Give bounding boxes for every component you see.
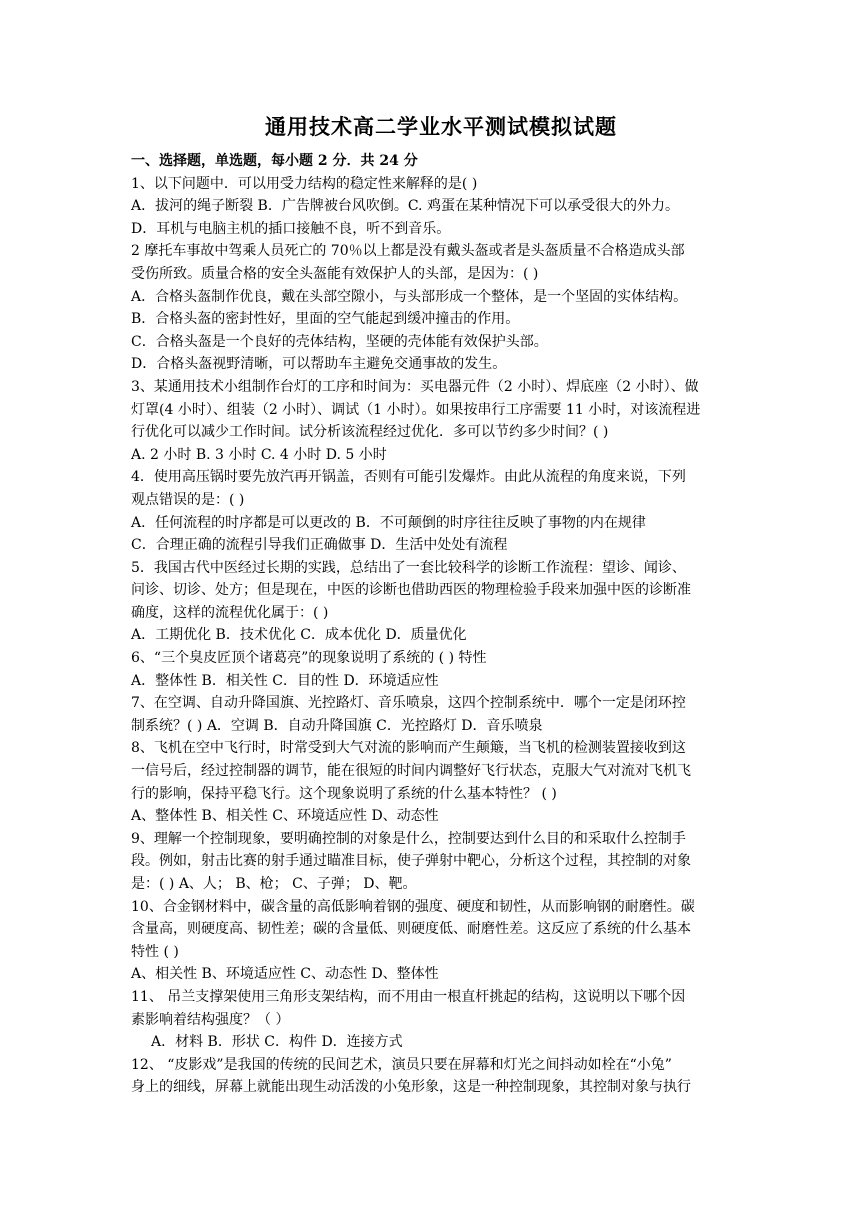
q4-options-line-1: A．任何流程的时序都是可以更改的 B．不可颠倒的时序往往反映了事物的内在规律 xyxy=(131,514,646,531)
q7-stem-line-1: 7、在空调、自动升降国旗、光控路灯、音乐喷泉，这四个控制系统中．哪个一定是闭环控 xyxy=(131,695,686,712)
q3-stem-line-1: 3、某通用技术小组制作台灯的工序和时间为：买电器元件（2 小时）、焊底座（2 小时）、做 xyxy=(131,378,699,395)
q9-stem-line-3: 是：( ) A、人； B、枪； C、子弹； D、靶。 xyxy=(131,876,417,892)
q4-options-line-2: C．合理正确的流程引导我们正确做事 D．生活中处处有流程 xyxy=(131,537,508,554)
q3-options: A. 2 小时 B. 3 小时 C. 4 小时 D. 5 小时 xyxy=(131,446,387,463)
q7-stem-line-2: 制系统？( ) A．空调 B．自动升降国旗 C．光控路灯 D．音乐喷泉 xyxy=(131,717,543,734)
q3-stem-line-3: 行优化可以减少工作时间。试分析该流程经过优化．多可以节约多少时间？( ) xyxy=(131,424,609,441)
q2-option-c: C．合格头盔是一个良好的壳体结构，坚硬的壳体能有效保护头部。 xyxy=(131,333,548,350)
q11-options: A．材料 B．形状 C．构件 D．连接方式 xyxy=(151,1034,403,1051)
q3-stem-line-2: 灯罩(4 小时）、组装（2 小时）、调试（1 小时）。如果按串行工序需要 11 小时，对该流程进 xyxy=(131,401,701,418)
q8-stem-line-3: 行的影响，保持平稳飞行。这个现象说明了系统的什么基本特性？ ( ) xyxy=(131,785,557,802)
q6-stem: 6、“三个臭皮匠顶个诸葛亮”的现象说明了系统的 ( ) 特性 xyxy=(131,650,487,667)
q10-stem-line-2: 含量高，则硬度高、韧性差；碳的含量低、则硬度低、耐磨性差。这反应了系统的什么基本 xyxy=(131,921,691,938)
q8-options: A、整体性 B、相关性 C、环境适应性 D、动态性 xyxy=(131,808,439,825)
q5-stem-line-1: 5．我国古代中医经过长期的实践，总结出了一套比较科学的诊断工作流程：望诊、闻诊、 xyxy=(131,559,686,576)
q1-options-line-2: D．耳机与电脑主机的插口接触不良，听不到音乐。 xyxy=(131,220,451,237)
q2-option-d: D．合格头盔视野清晰，可以帮助车主避免交通事故的发生。 xyxy=(131,356,507,373)
q2-stem-line-1: 2 摩托车事故中驾乘人员死亡的 70％以上都是没有戴头盔或者是头盔质量不合格造成头部 xyxy=(131,243,685,260)
q8-stem-line-2: 一信号后，经过控制器的调节，能在很短的时间内调整好飞行状态，克服大气对流对飞机飞 xyxy=(131,763,691,780)
q12-stem-line-1: 12、 “皮影戏”是我国的传统的民间艺术，演员只要在屏幕和灯光之间抖动如栓在“小兔” xyxy=(131,1056,672,1073)
q11-stem-line-1: 11、 吊兰支撑架使用三角形支架结构，而不用由一根直杆挑起的结构，这说明以下哪个因 xyxy=(131,988,686,1005)
q6-options: A．整体性 B．相关性 C．目的性 D．环境适应性 xyxy=(131,672,439,689)
q5-stem-line-3: 确度，这样的流程优化属于：( ) xyxy=(131,604,329,621)
q10-stem-line-3: 特性 ( ) xyxy=(131,943,179,960)
page-title: 通用技术高二学业水平测试模拟试题 xyxy=(265,114,617,139)
q1-stem: 1、以下问题中．可以用受力结构的稳定性来解释的是( ) xyxy=(131,175,478,192)
q10-stem-line-1: 10、合金钢材料中，碳含量的高低影响着钢的强度、硬度和韧性，从而影响钢的耐磨性。碳 xyxy=(131,898,695,915)
q9-stem-line-1: 9、理解一个控制现象，要明确控制的对象是什么，控制要达到什么目的和采取什么控制手 xyxy=(131,830,686,847)
q2-option-a: A．合格头盔制作优良，戴在头部空隙小，与头部形成一个整体，是一个坚固的实体结构。 xyxy=(131,288,688,305)
q2-option-b: B．合格头盔的密封性好，里面的空气能起到缓冲撞击的作用。 xyxy=(131,311,520,328)
q10-options: A、相关性 B、环境适应性 C、动态性 D、整体性 xyxy=(131,966,439,983)
exam-page xyxy=(131,112,741,1099)
q11-stem-line-2: 素影响着结构强度？（ ） xyxy=(131,1011,290,1028)
q12-stem-line-2: 身上的细线，屏幕上就能出现生动活泼的小兔形象，这是一种控制现象，其控制对象与执行 xyxy=(131,1079,691,1096)
q4-stem-line-2: 观点错误的是：( ) xyxy=(131,491,245,508)
q9-stem-line-2: 段。例如，射击比赛的射手通过瞄准目标，使子弹射中靶心，分析这个过程，其控制的对象 xyxy=(131,853,691,870)
section-heading: 一、选择题，单选题，每小题 2 分．共 24 分 xyxy=(131,153,418,169)
q5-options: A．工期优化 B．技术优化 C．成本优化 D．质量优化 xyxy=(131,627,467,644)
q4-stem-line-1: 4．使用高压锅时要先放汽再开锅盖，否则有可能引发爆炸。由此从流程的角度来说，下列 xyxy=(131,469,686,486)
q2-stem-line-2: 受伤所致。质量合格的安全头盔能有效保护人的头部，是因为：( ) xyxy=(131,265,539,282)
q1-options-line-1: A．拔河的绳子断裂 B．广告牌被台风吹倒。C. 鸡蛋在某种情况下可以承受很大的外力。 xyxy=(131,198,679,215)
q8-stem-line-1: 8、飞机在空中飞行时，时常受到大气对流的影响而产生颠簸，当飞机的检测装置接收到这 xyxy=(131,740,686,757)
q5-stem-line-2: 问诊、切诊、处方；但是现在，中医的诊断也借助西医的物理检验手段来加强中医的诊断准 xyxy=(131,582,691,599)
